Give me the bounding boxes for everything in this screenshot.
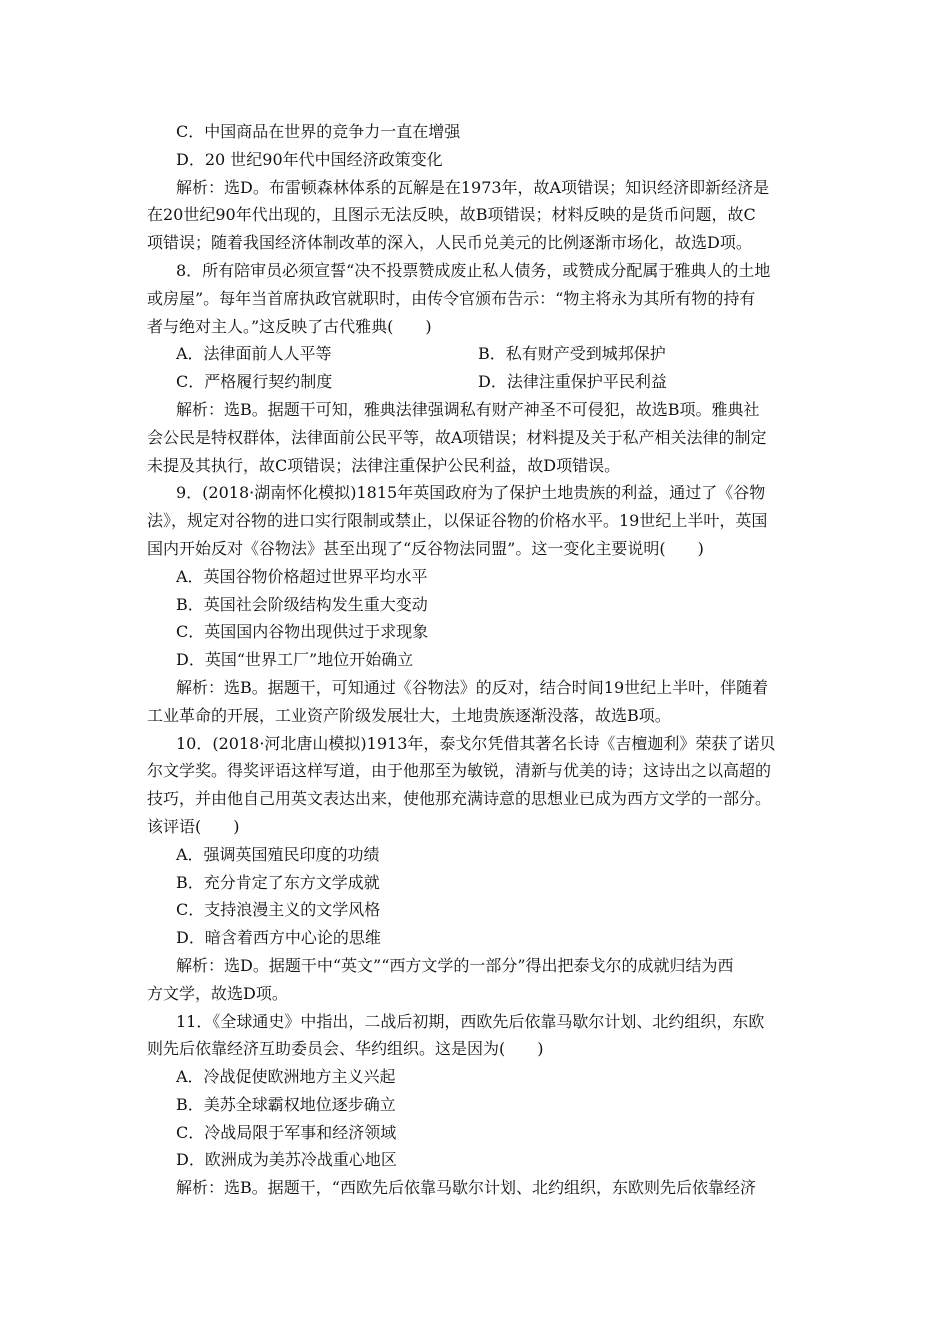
document-page bbox=[147, 118, 811, 1202]
option-text: B．私有财产受到城邦保护 bbox=[478, 344, 666, 364]
text-line: D．20 世纪90年代中国经济政策变化 bbox=[176, 149, 443, 169]
text-line: 会公民是特权群体，法律面前公民平等，故A项错误；材料提及关于私产相关法律的制定 bbox=[147, 427, 767, 447]
option-text: D．法律注重保护平民利益 bbox=[478, 372, 667, 392]
option-text: A．法律面前人人平等 bbox=[176, 344, 332, 364]
text-line: 方文学，故选D项。 bbox=[147, 983, 288, 1003]
text-line: C．中国商品在世界的竞争力一直在增强 bbox=[176, 122, 461, 141]
text-line: 10．(2018·河北唐山模拟)1913年，泰戈尔凭借其著名长诗《吉檀迦利》荣获了诺贝 bbox=[176, 733, 776, 753]
text-line: 8．所有陪审员必须宣誓“决不投票赞成废止私人债务，或赞成分配属于雅典人的土地 bbox=[176, 260, 771, 280]
text-line: 该评语( ) bbox=[147, 816, 240, 836]
text-line: 解析：选D。据题干中“英文”“西方文学的一部分”得出把泰戈尔的成就归结为西 bbox=[176, 955, 734, 975]
text-line: 工业革命的开展，工业资产阶级发展壮大，土地贵族逐渐没落，故选B项。 bbox=[147, 705, 671, 725]
text-line: D．英国“世界工厂”地位开始确立 bbox=[176, 650, 414, 670]
option-row bbox=[147, 340, 811, 368]
text-line: 未提及其执行，故C项错误；法律注重保护公民利益，故D项错误。 bbox=[147, 455, 621, 475]
text-line: C．支持浪漫主义的文学风格 bbox=[176, 900, 381, 920]
text-line: 解析：选B。据题干，可知通过《谷物法》的反对，结合时间19世纪上半叶，伴随着 bbox=[176, 677, 769, 697]
text-line: A．强调英国殖民印度的功绩 bbox=[176, 844, 380, 864]
text-line: 解析：选B。据题干可知，雅典法律强调私有财产神圣不可侵犯，故选B项。雅典社 bbox=[176, 399, 760, 419]
text-line: A．英国谷物价格超过世界平均水平 bbox=[176, 566, 428, 586]
text-line: B．英国社会阶级结构发生重大变动 bbox=[176, 594, 428, 614]
text-line: 9．(2018·湖南怀化模拟)1815年英国政府为了保护土地贵族的利益，通过了《谷物 bbox=[176, 483, 766, 503]
text-line: D．暗含着西方中心论的思维 bbox=[176, 928, 381, 948]
text-line: 在20世纪90年代出现的，且图示无法反映，故B项错误；材料反映的是货币问题，故C bbox=[147, 205, 756, 225]
text-line: 法》，规定对谷物的进口实行限制或禁止，以保证谷物的价格水平。19世纪上半叶，英国 bbox=[147, 511, 768, 531]
text-line: B．美苏全球霸权地位逐步确立 bbox=[176, 1094, 396, 1114]
text-line: B．充分肯定了东方文学成就 bbox=[176, 872, 380, 892]
text-line: 解析：选B。据题干，“西欧先后依靠马歇尔计划、北约组织，东欧则先后依靠经济 bbox=[176, 1178, 756, 1198]
option-row bbox=[147, 368, 811, 396]
text-line: 或房屋”。每年当首席执政官就职时，由传令官颁布告示：“物主将永为其所有物的持有 bbox=[147, 288, 756, 308]
text-line: C．英国国内谷物出现供过于求现象 bbox=[176, 622, 429, 642]
text-line: 技巧，并由他自己用英文表达出来，使他那充满诗意的思想业已成为西方文学的一部分。 bbox=[147, 789, 772, 809]
text-line: D．欧洲成为美苏冷战重心地区 bbox=[176, 1150, 397, 1170]
text-line: 尔文学奖。得奖评语这样写道，由于他那至为敏锐，清新与优美的诗；这诗出之以高超的 bbox=[147, 761, 772, 781]
text-line: 则先后依靠经济互助委员会、华约组织。这是因为( ) bbox=[147, 1039, 544, 1059]
text-line: A．冷战促使欧洲地方主义兴起 bbox=[176, 1067, 396, 1087]
text-line: 国内开始反对《谷物法》甚至出现了“反谷物法同盟”。这一变化主要说明( ) bbox=[147, 538, 704, 558]
text-line: 项错误；随着我国经济体制改革的深入，人民币兑美元的比例逐渐市场化，故选D项。 bbox=[147, 233, 752, 253]
text-line: 者与绝对主人。”这反映了古代雅典( ) bbox=[147, 316, 432, 336]
text-line: C．冷战局限于军事和经济领域 bbox=[176, 1122, 397, 1142]
text-line: 解析：选D。布雷顿森林体系的瓦解是在1973年，故A项错误；知识经济即新经济是 bbox=[176, 177, 770, 197]
text-line: 11．《全球通史》中指出，二战后初期，西欧先后依靠马歇尔计划、北约组织，东欧 bbox=[176, 1011, 765, 1031]
option-text: C．严格履行契约制度 bbox=[176, 372, 333, 392]
